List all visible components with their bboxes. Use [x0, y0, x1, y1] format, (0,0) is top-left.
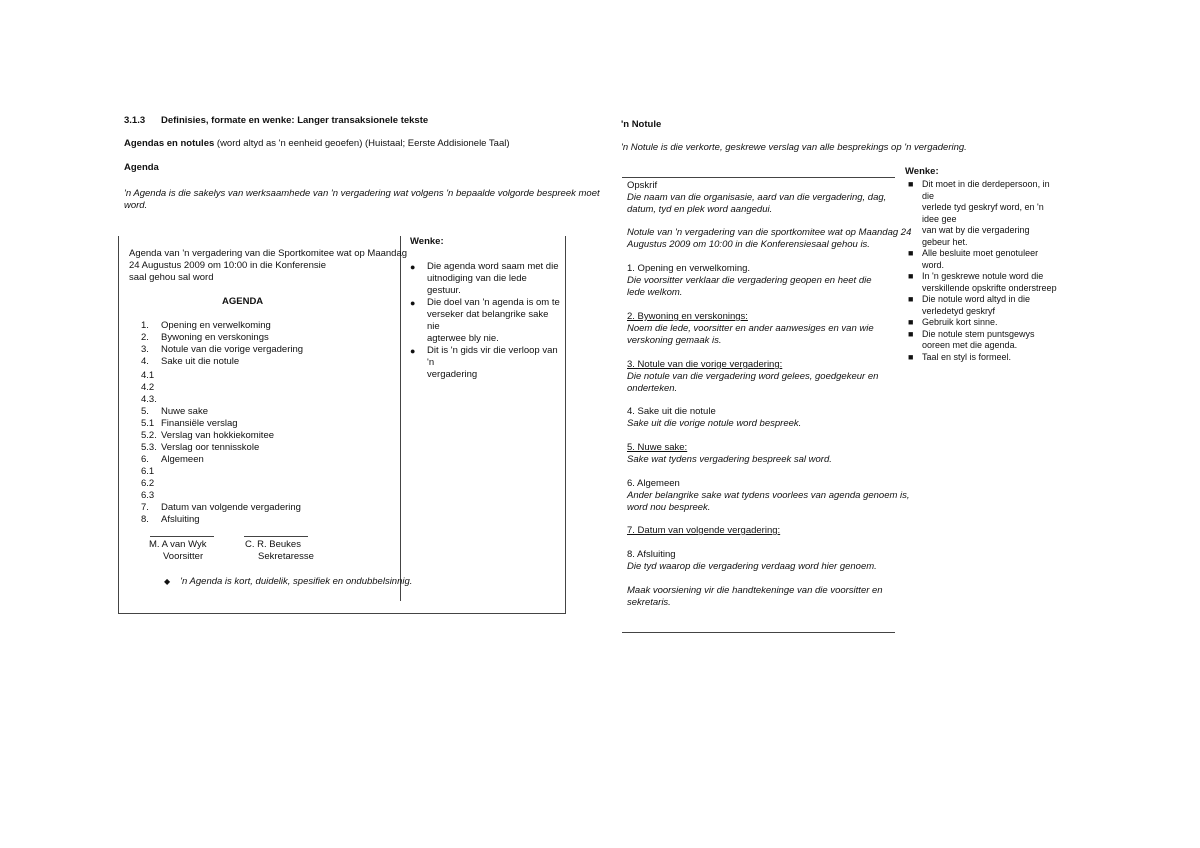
wenke-item: [907, 179, 1057, 248]
agenda-item-text: Verslag oor tennisskole: [161, 442, 260, 453]
agenda-item: [141, 454, 204, 466]
notule-section-body-line: Maak voorsiening vir die handtekeninge van die voorsitter en: [627, 585, 883, 596]
agenda-note-text: 'n Agenda is kort, duidelik, spesifiek en ondubbelsinnig.: [180, 576, 413, 587]
agenda-item: [141, 332, 269, 344]
wenke-item: [907, 294, 1057, 317]
wenke-item-line: Die notule word altyd in die: [922, 294, 1031, 304]
notule-section-body-line: Die voorsitter verklaar die vergadering geopen en heet die: [627, 275, 872, 286]
notule-section-body-line: [627, 573, 883, 585]
signature-line-secretary: [244, 536, 308, 537]
wenke-item: [907, 329, 1057, 352]
notule-title: 'n Notule: [621, 119, 662, 130]
bullet-icon: ■: [908, 351, 914, 362]
bullet-icon: ■: [908, 328, 914, 339]
agenda-title: AGENDA: [222, 296, 264, 307]
agenda-box-left-border: [118, 236, 119, 613]
wenke-item-line: Die agenda word saam met die: [427, 261, 559, 272]
notule-section-body-line: Sake uit die vorige notule word bespreek.: [627, 418, 802, 429]
wenke-item: [407, 297, 562, 345]
notule-section-body-line: Ander belangrike sake wat tydens voorlees van agenda genoem is,: [627, 490, 910, 501]
bullet-icon: ■: [908, 294, 914, 304]
notule-section-body-line: sekretaris.: [627, 597, 671, 608]
agenda-intro-line-2: 24 Augustus 2009 om 10:00 in die Konferensie: [129, 260, 327, 271]
agenda-item: [141, 430, 274, 442]
agenda-item-text: Opening en verwelkoming: [161, 320, 271, 331]
agenda-item: [141, 394, 161, 406]
agenda-heading: Agenda: [124, 162, 159, 173]
notule-section-heading: 3. Notule van die vorige vergadering:: [627, 359, 783, 370]
wenke-item-line: ooreen met die agenda.: [922, 340, 1018, 350]
signature-line-chair: [150, 536, 214, 537]
agenda-item: [141, 370, 161, 382]
agenda-intro-line-3: saal gehou sal word: [129, 272, 214, 283]
agenda-item-number: 8.: [141, 514, 149, 525]
wenke-item-line: word.: [922, 259, 945, 270]
bullet-icon: ■: [908, 271, 914, 281]
agenda-item-number: 4.3.: [141, 394, 157, 405]
wenke-item-line: van wat by die vergadering: [922, 225, 1030, 235]
wenke-item-line: verlede tyd geskryf word, en 'n idee gee: [922, 202, 1044, 224]
notule-section-body-line: lede welkom.: [627, 287, 683, 298]
notule-section-body-line: Die tyd waarop die vergadering verdaag word hier genoem.: [627, 561, 877, 572]
agenda-item: [141, 514, 200, 526]
wenke-item-line: Die doel van 'n agenda is om te: [427, 297, 560, 308]
bullet-icon: ◆: [164, 577, 171, 586]
chair-name: M. A van Wyk: [149, 539, 207, 550]
agenda-item-text: Finansiële verslag: [161, 418, 238, 429]
agenda-item-text: Sake uit die notule: [161, 356, 240, 367]
notule-section-heading: 8. Afsluiting: [627, 549, 676, 560]
notule-section-heading: 7. Datum van volgende vergadering:: [627, 525, 781, 536]
notule-section-body-line: onderteken.: [627, 383, 678, 394]
agenda-box-bottom-border: [118, 613, 566, 614]
section-title: Definisies, formate en wenke: Langer transaksionele tekste: [161, 115, 429, 126]
notule-section-heading: 6. Algemeen: [627, 478, 680, 489]
agenda-intro-line-1: Agenda van 'n vergadering van die Sportkomitee wat op Maandag: [129, 248, 408, 259]
opskrif-desc-line-2: datum, tyd en plek word aangedui.: [627, 204, 773, 215]
agenda-item-number: 1.: [141, 320, 149, 331]
agenda-item-number: 2.: [141, 332, 149, 343]
bullet-icon: ■: [908, 248, 914, 258]
notule-section: [627, 478, 910, 514]
notule-section-body-line: word nou bespreek.: [627, 502, 711, 513]
bullet-icon: ■: [908, 179, 914, 189]
notule-box-bottom-border: [622, 632, 895, 633]
agenda-box-right-border: [565, 236, 566, 613]
wenke-item: [407, 345, 562, 381]
bullet-icon: ●: [410, 298, 416, 308]
notule-section-body-line: verskoning gemaak is.: [627, 335, 722, 346]
wenke-item: [407, 261, 562, 297]
wenke-item: [907, 352, 1057, 364]
wenke-item-line: Dit moet in die derdepersoon, in die: [922, 179, 1050, 201]
agenda-item-text: Verslag van hokkiekomitee: [161, 430, 275, 441]
wenke-item-line: verledetyd geskryf: [922, 305, 996, 316]
agenda-definition-line-2: word.: [124, 200, 148, 211]
wenke-item: [907, 271, 1057, 294]
agenda-item-number: 5.3.: [141, 442, 157, 453]
wenke-item: [907, 317, 1057, 329]
agenda-item-number: 5.1: [141, 418, 155, 429]
agenda-item-text: Algemeen: [161, 454, 204, 465]
bullet-icon: ■: [908, 317, 914, 327]
notule-section-body-line: Noem die lede, voorsitter en ander aanwesiges en van wie: [627, 323, 874, 334]
wenke-item-line: agterwee bly nie.: [427, 333, 499, 344]
notule-definition: 'n Notule is die verkorte, geskrewe verslag van alle besprekings op 'n vergadering.: [621, 142, 967, 153]
agenda-item-number: 3.: [141, 344, 149, 355]
chair-role: Voorsitter: [163, 551, 204, 562]
notule-section: [627, 311, 874, 347]
agenda-item: [141, 490, 161, 502]
notule-section-heading: 4. Sake uit die notule: [627, 406, 716, 417]
notule-section-heading: 5. Nuwe sake:: [627, 442, 688, 453]
agenda-item: [141, 320, 271, 332]
agenda-definition-line-1: 'n Agenda is die sakelys van werksaamhede van 'n vergadering wat volgens 'n bepaalde volgorde bespreek moet: [124, 188, 600, 199]
bullet-icon: ●: [410, 346, 416, 356]
notule-section: [627, 442, 832, 466]
agenda-note: [164, 576, 412, 588]
bullet-icon: ●: [410, 262, 416, 272]
notule-example-line-2: Augustus 2009 om 10:00 in die Konferensiesaal gehou is.: [627, 239, 870, 250]
agenda-item: [141, 466, 161, 478]
agenda-item-text: Nuwe sake: [161, 406, 208, 417]
agenda-item: [141, 442, 259, 454]
notule-section-body-line: Die notule van die vergadering word gelees, goedgekeur en: [627, 371, 879, 382]
agenda-item-number: 7.: [141, 502, 149, 513]
notule-section: [627, 549, 883, 609]
wenke-item-line: uitnodiging van die lede gestuur.: [427, 273, 527, 296]
agenda-item-number: 6.3: [141, 490, 155, 501]
opskrif-desc-line-1: Die naam van die organisasie, aard van die vergadering, dag,: [627, 192, 887, 203]
wenke-item-line: Alle besluite moet genotuleer: [922, 248, 1039, 258]
agenda-item: [141, 382, 161, 394]
agenda-item-number: 5.: [141, 406, 149, 417]
agenda-item: [141, 478, 161, 490]
notule-section: [627, 263, 872, 299]
agenda-item: [141, 344, 303, 356]
wenke-item-line: Dit is 'n gids vir die verloop van 'n: [427, 345, 558, 368]
agenda-item-number: 4.: [141, 356, 149, 367]
wenke-item-line: In 'n geskrewe notule word die: [922, 271, 1044, 281]
section-number: 3.1.3: [124, 115, 146, 126]
agenda-item-text: Bywoning en verskonings: [161, 332, 269, 343]
wenke-item-line: verskillende opskrifte onderstreep: [922, 282, 1057, 293]
left-wenke-list: [407, 261, 562, 381]
agenda-item: [141, 418, 238, 430]
notule-section: [627, 359, 878, 395]
agenda-item-number: 4.1: [141, 370, 155, 381]
agenda-item-text: Afsluiting: [161, 514, 200, 525]
wenke-item-line: Gebruik kort sinne.: [922, 317, 998, 327]
agenda-item-number: 4.2: [141, 382, 155, 393]
notule-box-top-border: [622, 177, 895, 178]
agendas-subheading-rest: (word altyd as 'n eenheid geoefen) (Huistaal; Eerste Addisionele Taal): [216, 138, 510, 149]
opskrif-heading: Opskrif: [627, 180, 658, 191]
wenke-item: [907, 248, 1057, 271]
notule-section-heading: 2. Bywoning en verskonings:: [627, 311, 748, 322]
right-wenke-title: Wenke:: [905, 166, 939, 177]
agenda-item-number: 6.2: [141, 478, 155, 489]
agenda-item-number: 6.: [141, 454, 149, 465]
agendas-subheading-bold: Agendas en notules: [124, 138, 215, 149]
agenda-item: [141, 406, 208, 418]
agenda-item-text: Notule van die vorige vergadering: [161, 344, 304, 355]
agenda-box-divider: [400, 236, 401, 601]
agenda-item-number: 6.1: [141, 466, 155, 477]
secretary-role: Sekretaresse: [258, 551, 314, 562]
agenda-item-text: Datum van volgende vergadering: [161, 502, 301, 513]
notule-section: [627, 525, 780, 537]
wenke-item-line: verseker dat belangrike sake nie: [427, 309, 549, 332]
right-wenke-list: [907, 179, 1057, 363]
wenke-item-line: gebeur het.: [922, 236, 968, 247]
wenke-item-line: Taal en styl is formeel.: [922, 351, 1012, 362]
notule-section-body-line: Sake wat tydens vergadering bespreek sal word.: [627, 454, 832, 465]
notule-example-line-1: Notule van 'n vergadering van die sportkomitee wat op Maandag 24: [627, 227, 912, 238]
agendas-subheading: [124, 138, 510, 150]
wenke-item-line: Die notule stem puntsgewys: [922, 328, 1035, 339]
agenda-item-number: 5.2.: [141, 430, 157, 441]
notule-section: [627, 406, 801, 430]
agenda-item: [141, 502, 301, 514]
wenke-item-line: vergadering: [427, 369, 478, 380]
notule-section-heading: 1. Opening en verwelkoming.: [627, 263, 751, 274]
agenda-item: [141, 356, 239, 368]
left-wenke-title: Wenke:: [410, 236, 444, 247]
secretary-name: C. R. Beukes: [245, 539, 301, 550]
